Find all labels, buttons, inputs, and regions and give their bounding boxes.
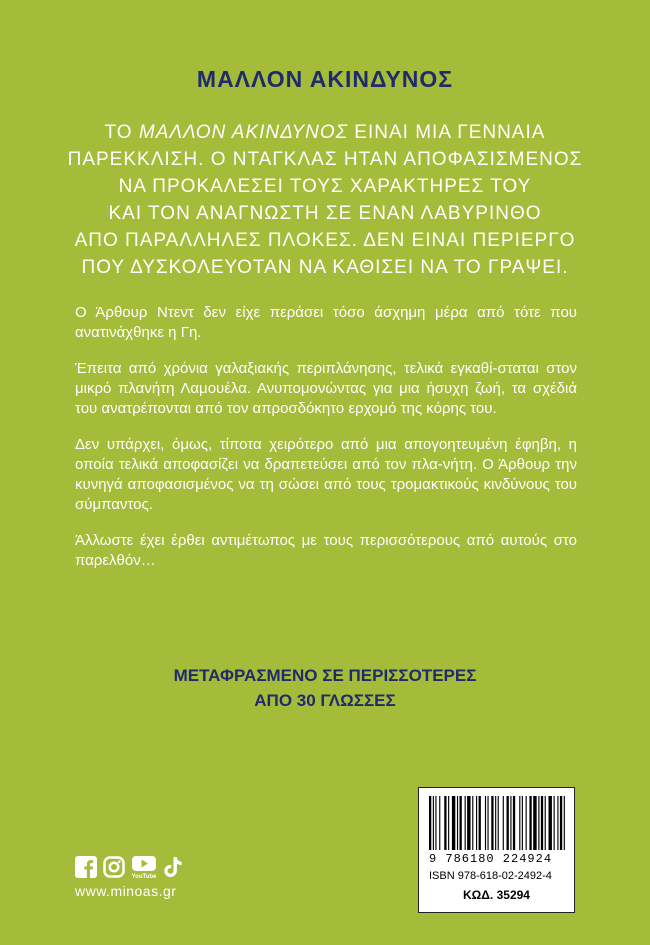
facebook-icon[interactable]: [75, 856, 97, 883]
social-icons: [75, 855, 183, 884]
translation-note: ΜΕΤΑΦΡΑΣΜΕΝΟ ΣΕ ΠΕΡΙΣΣΟΤΕΡΕΣ ΑΠΟ 30 ΓΛΩΣΣΕΣ: [173, 666, 477, 710]
synopsis-paragraph: Άλλωστε έχει έρθει αντιμέτωπος με τους περισσότερους από αυτούς στο παρελθόν…: [75, 532, 577, 569]
synopsis: [75, 303, 577, 587]
intro-blurb: [40, 119, 610, 281]
product-code: ΚΩΔ. 35294: [463, 888, 530, 902]
synopsis-paragraph: Ο Άρθουρ Ντεντ δεν είχε περάσει τόσο άσχημη μέρα από τότε που ανατινάχθηκε η Γη.: [75, 304, 577, 341]
youtube-icon[interactable]: [131, 855, 157, 884]
synopsis-paragraph: Έπειτα από χρόνια γαλαξιακής περιπλάνησης, τελικά εγκαθί-σταται στον μικρό πλανήτη Λαμουέλα. Ανυπομονώντας για μια ήσυχη ζωή, τα σχέδιά του ανατρέπονται από τον απροσδόκητο ερχομό της κόρης του.: [75, 360, 577, 417]
book-title-emphasis: ΜΑΛΛΟΝ ΑΚΙΝΔΥΝΟΣ: [138, 122, 349, 143]
intro-line: ΑΠΟ ΠΑΡΑΛΛΗΛΕΣ ΠΛΟΚΕΣ. ΔΕΝ ΕΙΝΑΙ ΠΕΡΙΕΡΓΟ: [74, 230, 576, 251]
tiktok-icon[interactable]: [163, 856, 183, 883]
intro-line: ΠΟΥ ΔΥΣΚΟΛΕΥΟΤΑΝ ΝΑ ΚΑΘΙΣΕΙ ΝΑ ΤΟ ΓΡΑΨΕΙ.: [81, 257, 569, 278]
intro-line: ΚΑΙ ΤΟΝ ΑΝΑΓΝΩΣΤΗ ΣΕ ΕΝΑΝ ΛΑΒΥΡΙΝΘΟ: [108, 203, 542, 224]
instagram-icon[interactable]: [103, 856, 125, 883]
isbn: ISBN 978-618-02-2492-4: [429, 870, 552, 882]
barcode-icon: [429, 796, 565, 850]
book-title: ΜΑΛΛΟΝ ΑΚΙΝΔΥΝΟΣ: [196, 66, 454, 92]
intro-line: ΠΑΡΕΚΚΛΙΣΗ. Ο ΝΤΑΓΚΛΑΣ ΗΤΑΝ ΑΠΟΦΑΣΙΣΜΕΝΟΣ: [67, 149, 583, 170]
barcode-label: [418, 787, 575, 913]
synopsis-paragraph: Δεν υπάρχει, όμως, τίποτα χειρότερο από μια απογοητευμένη έφηβη, η οποία τελικά αποφασίζει να δραπετεύσει από τον πλα-νήτη. Ο Άρθουρ την κυνηγά αποφασισμένος να τη σώσει από τους τρομακτικούς κινδύνους του σύμπαντος.: [75, 436, 577, 513]
website-link[interactable]: www.minoas.gr: [75, 883, 177, 899]
youtube-label: YouTube: [131, 874, 157, 879]
intro-line: ΤΟ ΜΑΛΛΟΝ ΑΚΙΝΔΥΝΟΣ ΕΙΝΑΙ ΜΙΑ ΓΕΝΝΑΙΑ: [104, 122, 546, 143]
intro-line: ΝΑ ΠΡΟΚΑΛΕΣΕΙ ΤΟΥΣ ΧΑΡΑΚΤΗΡΕΣ ΤΟΥ: [118, 176, 532, 197]
barcode-number: 9 786180 224924: [429, 852, 553, 866]
